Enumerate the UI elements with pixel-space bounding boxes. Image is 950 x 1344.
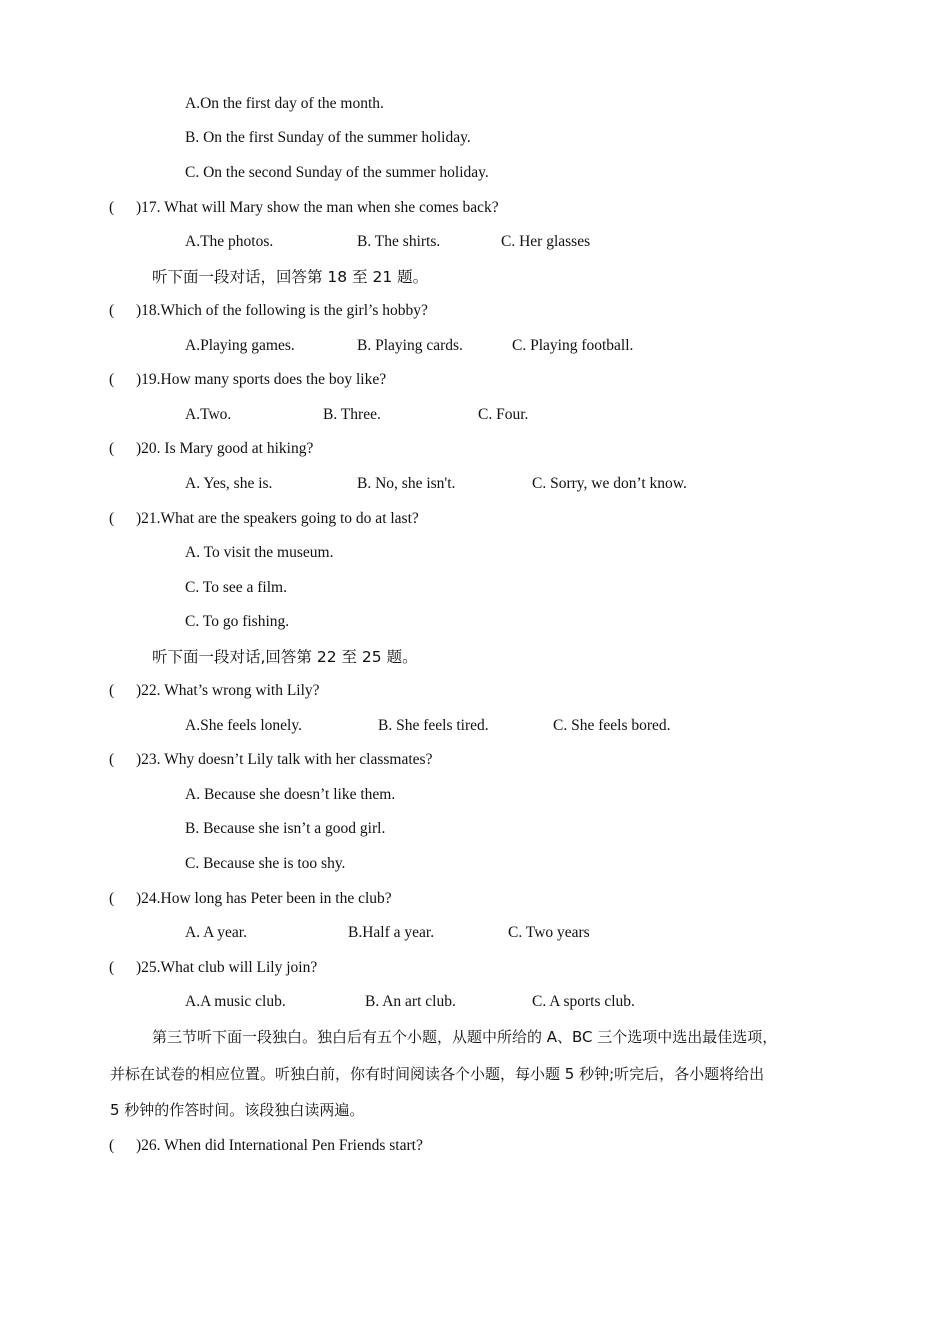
q26-question: )26. When did International Pen Friends start? xyxy=(136,1137,423,1154)
q23-option-a: A. Because she doesn’t like them. xyxy=(185,786,396,803)
q20-option-a: A. Yes, she is. xyxy=(185,475,273,492)
q17-answer-paren: ( xyxy=(109,199,115,216)
q17-option-a: A.The photos. xyxy=(185,233,274,250)
q16-option-c: C. On the second Sunday of the summer holiday. xyxy=(185,164,489,181)
q22-option-a: A.She feels lonely. xyxy=(185,717,302,734)
section3-instructions-line2: 并标在试卷的相应位置。听独白前，你有时间阅读各个小题，每小题 5 秒钟;听完后，各小题将给出 xyxy=(110,1065,765,1083)
section-heading-18-21: 听下面一段对话，回答第 18 至 21 题。 xyxy=(152,268,429,286)
q24-answer-paren: ( xyxy=(109,890,115,907)
q25-option-a: A.A music club. xyxy=(185,993,286,1010)
q18-option-c: C. Playing football. xyxy=(512,337,634,354)
q19-answer-paren: ( xyxy=(109,371,115,388)
q17-option-b: B. The shirts. xyxy=(357,233,441,250)
q18-answer-paren: ( xyxy=(109,302,115,319)
q23-option-b: B. Because she isn’t a good girl. xyxy=(185,820,386,837)
q25-option-c: C. A sports club. xyxy=(532,993,635,1010)
q18-option-a: A.Playing games. xyxy=(185,337,295,354)
q19-option-c: C. Four. xyxy=(478,406,529,423)
q19-question: )19.How many sports does the boy like? xyxy=(136,371,387,388)
q24-question: )24.How long has Peter been in the club? xyxy=(136,890,392,907)
q20-question: )20. Is Mary good at hiking? xyxy=(136,440,314,457)
q18-option-b: B. Playing cards. xyxy=(357,337,463,354)
q16-option-a: A.On the first day of the month. xyxy=(185,95,384,112)
q23-option-c: C. Because she is too shy. xyxy=(185,855,346,872)
q23-question: )23. Why doesn’t Lily talk with her classmates? xyxy=(136,751,433,768)
q19-option-b: B. Three. xyxy=(323,406,381,423)
q25-option-b: B. An art club. xyxy=(365,993,456,1010)
q24-option-b: B.Half a year. xyxy=(348,924,435,941)
q22-option-b: B. She feels tired. xyxy=(378,717,489,734)
q25-question: )25.What club will Lily join? xyxy=(136,959,318,976)
q24-option-a: A. A year. xyxy=(185,924,247,941)
section3-instructions-line3: 5 秒钟的作答时间。该段独白读两遍。 xyxy=(110,1101,365,1119)
q20-option-c: C. Sorry, we don’t know. xyxy=(532,475,687,492)
q21-answer-paren: ( xyxy=(109,510,115,527)
q24-option-c: C. Two years xyxy=(508,924,590,941)
q17-question: )17. What will Mary show the man when she comes back? xyxy=(136,199,499,216)
q21-option-c: C. To go fishing. xyxy=(185,613,290,630)
q16-option-b: B. On the first Sunday of the summer holiday. xyxy=(185,129,471,146)
q21-option-b: C. To see a film. xyxy=(185,579,287,596)
q19-option-a: A.Two. xyxy=(185,406,232,423)
q17-option-c: C. Her glasses xyxy=(501,233,591,250)
q20-option-b: B. No, she isn't. xyxy=(357,475,456,492)
q22-question: )22. What’s wrong with Lily? xyxy=(136,682,320,699)
q22-answer-paren: ( xyxy=(109,682,115,699)
q25-answer-paren: ( xyxy=(109,959,115,976)
section-heading-22-25: 听下面一段对话,回答第 22 至 25 题。 xyxy=(152,648,418,666)
q21-question: )21.What are the speakers going to do at last? xyxy=(136,510,419,527)
q22-option-c: C. She feels bored. xyxy=(553,717,671,734)
q23-answer-paren: ( xyxy=(109,751,115,768)
q20-answer-paren: ( xyxy=(109,440,115,457)
q21-option-a: A. To visit the museum. xyxy=(185,544,334,561)
section3-instructions-line1: 第三节听下面一段独白。独白后有五个小题，从题中所给的 A、BC 三个选项中选出最佳选项， xyxy=(152,1028,778,1046)
q18-question: )18.Which of the following is the girl’s hobby? xyxy=(136,302,428,319)
q26-answer-paren: ( xyxy=(109,1137,115,1154)
